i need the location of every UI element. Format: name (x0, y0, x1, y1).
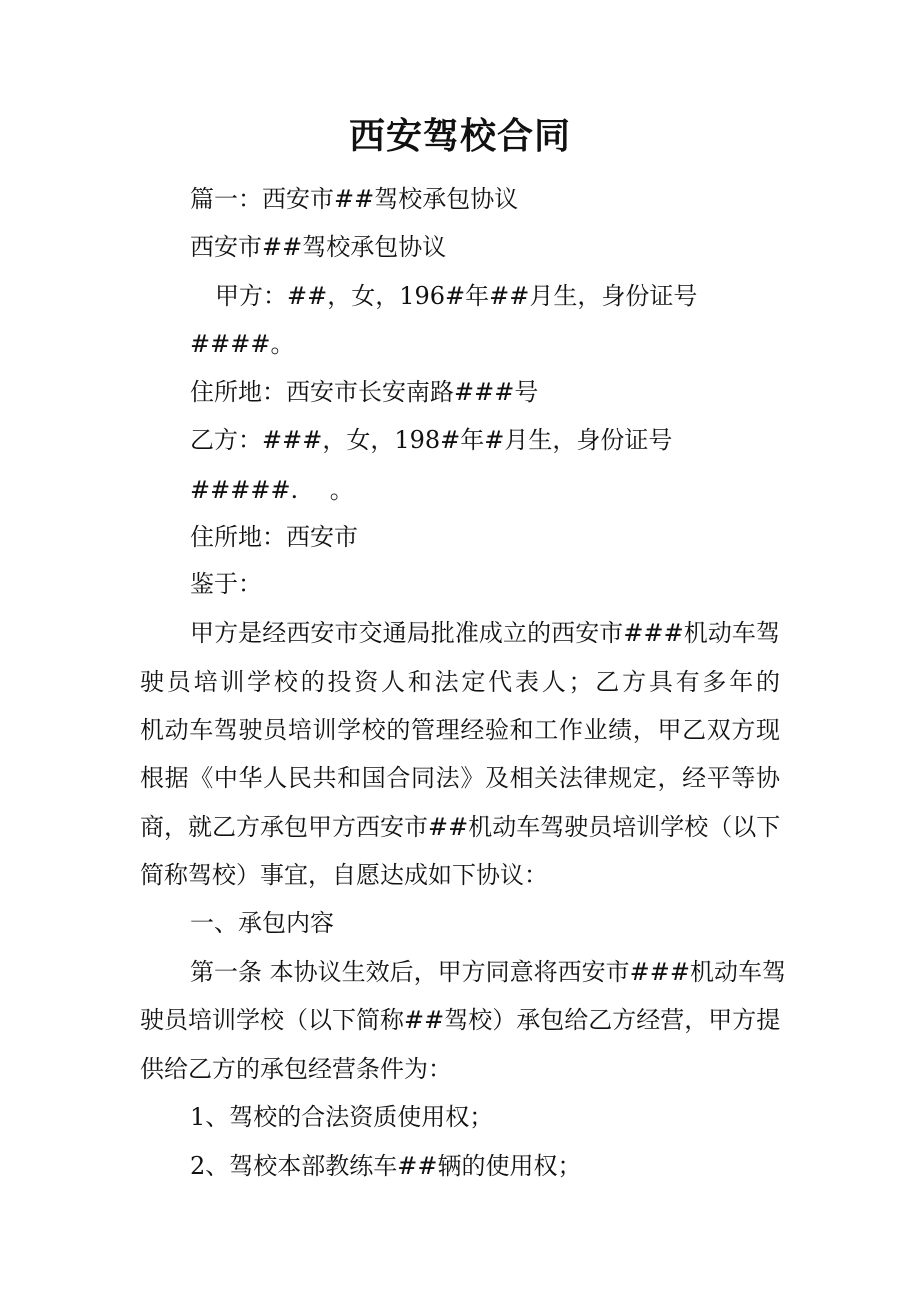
paragraph-line: 简称驾校）事宜，自愿达成如下协议： (140, 861, 548, 889)
party-a-info: 甲方：##，女，196#年##月生，身份证号 (215, 282, 698, 310)
paragraph-line: 根据《中华人民共和国合同法》及相关法律规定，经平等协 (140, 764, 780, 792)
article-line: 驶员培训学校（以下简称##驾校）承包给乙方经营，甲方提 (140, 1006, 781, 1034)
party-a-address: 住所地：西安市长安南路###号 (190, 378, 539, 406)
party-b-id: #####. 。 (190, 476, 354, 504)
paragraph-line: 商，就乙方承包甲方西安市##机动车驾驶员培训学校（以下 (140, 813, 781, 841)
list-item: 1、驾校的合法资质使用权； (190, 1103, 494, 1131)
clause-heading: 一、承包内容 (190, 909, 334, 937)
paragraph-line: 甲方是经西安市交通局批准成立的西安市###机动车驾 (190, 619, 780, 647)
party-a-id: ####。 (190, 330, 295, 358)
section-heading: 篇一：西安市##驾校承包协议 (190, 185, 519, 213)
list-item: 2、驾校本部教练车##辆的使用权； (190, 1152, 582, 1180)
party-b-address: 住所地：西安市 (190, 523, 358, 551)
article-line: 供给乙方的承包经营条件为： (140, 1055, 452, 1083)
document-title: 西安驾校合同 (348, 115, 571, 157)
whereas-label: 鉴于： (190, 570, 262, 598)
paragraph-line: 驶员培训学校的投资人和法定代表人；乙方具有多年的 (140, 668, 780, 696)
paragraph-line: 机动车驾驶员培训学校的管理经验和工作业绩，甲乙双方现 (140, 716, 780, 744)
agreement-title: 西安市##驾校承包协议 (190, 233, 447, 261)
party-b-info: 乙方：###，女，198#年#月生，身份证号 (190, 426, 673, 454)
article-line: 第一条 本协议生效后，甲方同意将西安市###机动车驾 (190, 958, 786, 986)
